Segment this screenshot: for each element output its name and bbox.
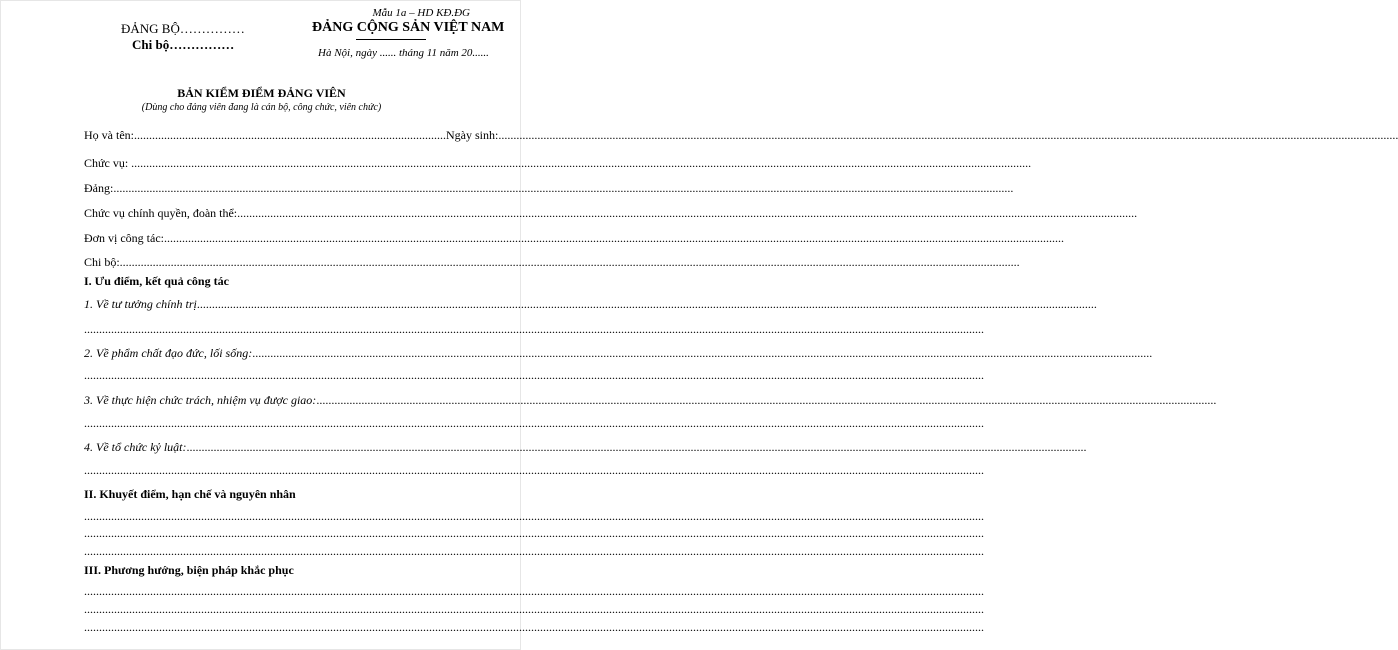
blank-line: ............................................................................................................................................................................................................................................................................................................ bbox=[84, 544, 984, 558]
blank-line: ............................................................................................................................................................................................................................................................................................................ bbox=[84, 416, 984, 430]
blank-line: ............................................................................................................................................................................................................................................................................................................ bbox=[84, 620, 984, 634]
birth-label: Ngày sinh: bbox=[446, 128, 499, 142]
item-4-label: 4. Về tổ chức kỷ luật: bbox=[84, 440, 187, 454]
cell-label: Chi bộ: bbox=[84, 255, 120, 269]
party-dots: ............................................................................................................................................................................................................................................................................................................ bbox=[113, 181, 1014, 195]
gov-position-dots: ............................................................................................................................................................................................................................................................................................................ bbox=[237, 206, 1138, 220]
section-2-title: II. Khuyết điểm, hạn chế và nguyên nhân bbox=[84, 487, 296, 501]
position-line bbox=[84, 156, 1032, 171]
item-1-dots: ............................................................................................................................................................................................................................................................................................................ bbox=[196, 297, 1097, 311]
work-unit-label: Đơn vị công tác: bbox=[84, 231, 164, 245]
item-3-label: 3. Về thực hiện chức trách, nhiệm vụ được giao: bbox=[84, 393, 317, 407]
work-unit-line bbox=[84, 231, 1064, 246]
party-name: ĐẢNG CỘNG SẢN VIỆT NAM bbox=[312, 20, 505, 35]
birth-dots: ............................................................................................................................................................................................................................................................................................................ bbox=[498, 128, 1398, 142]
document-title: BẢN KIỂM ĐIỂM ĐẢNG VIÊN bbox=[177, 86, 346, 100]
work-unit-dots: ............................................................................................................................................................................................................................................................................................................ bbox=[164, 231, 1064, 245]
blank-line: ............................................................................................................................................................................................................................................................................................................ bbox=[84, 526, 984, 540]
position-label: Chức vụ: bbox=[84, 156, 129, 170]
document-subtitle: (Dùng cho đảng viên đang là cán bộ, công chức, viên chức) bbox=[141, 102, 382, 113]
position-dots: ............................................................................................................................................................................................................................................................................................................ bbox=[131, 156, 1032, 170]
cell-dots: ............................................................................................................................................................................................................................................................................................................ bbox=[119, 255, 1020, 269]
name-dots: ........................................................................................................ bbox=[134, 128, 446, 142]
party-cell-label: Chi bộ…………… bbox=[132, 37, 235, 52]
section-3-title: III. Phương hướng, biện pháp khắc phục bbox=[84, 563, 294, 577]
party-line bbox=[84, 181, 1014, 196]
section-1-item-3 bbox=[84, 393, 1217, 408]
place-date: Hà Nội, ngày ...... tháng 11 năm 20...... bbox=[318, 47, 489, 59]
party-committee-label: ĐẢNG BỘ…………… bbox=[121, 21, 245, 36]
form-code: Mẫu 1a – HD KĐ.ĐG bbox=[372, 7, 470, 19]
blank-line: ............................................................................................................................................................................................................................................................................................................ bbox=[84, 368, 984, 382]
name-line bbox=[84, 128, 1398, 143]
section-1-item-1 bbox=[84, 297, 1097, 312]
blank-line: ............................................................................................................................................................................................................................................................................................................ bbox=[84, 322, 984, 336]
item-2-label: 2. Về phẩm chất đạo đức, lối sống: bbox=[84, 346, 253, 360]
party-label: Đảng: bbox=[84, 181, 114, 195]
item-2-dots: ............................................................................................................................................................................................................................................................................................................ bbox=[252, 346, 1153, 360]
item-1-label: 1. Về tư tưởng chính trị bbox=[84, 297, 197, 311]
blank-line: ............................................................................................................................................................................................................................................................................................................ bbox=[84, 602, 984, 616]
section-1-item-4 bbox=[84, 440, 1087, 455]
item-3-dots: ............................................................................................................................................................................................................................................................................................................ bbox=[316, 393, 1217, 407]
blank-line: ............................................................................................................................................................................................................................................................................................................ bbox=[84, 463, 984, 477]
cell-line bbox=[84, 255, 1020, 270]
party-name-underline bbox=[356, 39, 426, 40]
name-label: Họ và tên: bbox=[84, 128, 134, 142]
blank-line: ............................................................................................................................................................................................................................................................................................................ bbox=[84, 509, 984, 523]
item-4-dots: ............................................................................................................................................................................................................................................................................................................ bbox=[186, 440, 1087, 454]
gov-position-label: Chức vụ chính quyền, đoàn thể: bbox=[84, 206, 238, 220]
blank-line: ............................................................................................................................................................................................................................................................................................................ bbox=[84, 584, 984, 598]
section-1-item-2 bbox=[84, 346, 1153, 361]
section-1-title: I. Ưu điểm, kết quả công tác bbox=[84, 274, 229, 288]
gov-position-line bbox=[84, 206, 1138, 221]
